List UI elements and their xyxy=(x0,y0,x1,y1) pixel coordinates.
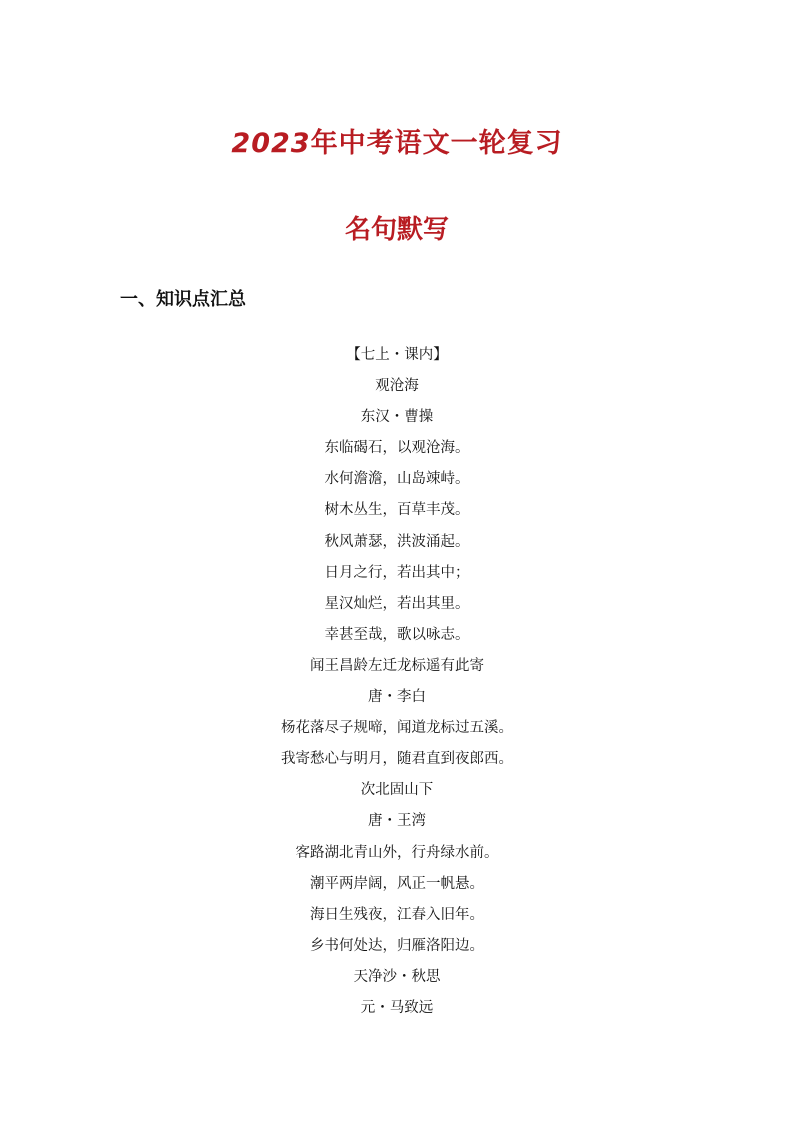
line-verse: 树木丛生，百草丰茂。 xyxy=(324,502,470,519)
line-verse: 客路湖北青山外，行舟绿水前。 xyxy=(295,844,499,861)
line-verse: 东临碣石，以观沧海。 xyxy=(324,440,470,457)
line-author: 元・马致远 xyxy=(360,999,434,1016)
title-text: 年中考语文一轮复习 xyxy=(310,128,563,159)
title-year: 2023 xyxy=(231,128,311,159)
section-heading: 一、知识点汇总 xyxy=(120,289,246,310)
document-title xyxy=(0,124,794,164)
line-author: 唐・王湾 xyxy=(368,813,426,830)
line-verse: 秋风萧瑟，洪波涌起。 xyxy=(324,533,470,550)
line-verse: 我寄愁心与明月，随君直到夜郎西。 xyxy=(281,751,513,768)
line-poem-title: 天净沙・秋思 xyxy=(353,968,441,985)
line-poem-title: 次北固山下 xyxy=(360,782,434,799)
line-author: 唐・李白 xyxy=(368,689,426,706)
line-verse: 水何澹澹，山岛竦峙。 xyxy=(324,471,470,488)
line-verse: 潮平两岸阔，风正一帆悬。 xyxy=(310,875,484,892)
line-verse: 幸甚至哉，歌以咏志。 xyxy=(324,626,470,643)
line-verse: 乡书何处达，归雁洛阳边。 xyxy=(310,937,484,954)
line-poem-title: 闻王昌龄左迁龙标遥有此寄 xyxy=(310,657,484,674)
line-verse: 海日生残夜，江春入旧年。 xyxy=(310,906,484,923)
line-author: 东汉・曹操 xyxy=(360,409,434,426)
poem-lines xyxy=(0,340,794,1024)
document-subtitle: 名句默写 xyxy=(344,215,449,245)
line-verse: 杨花落尽子规啼，闻道龙标过五溪。 xyxy=(281,720,513,737)
line-category: 【七上・课内】 xyxy=(346,347,448,363)
line-verse: 日月之行，若出其中； xyxy=(324,564,470,581)
line-verse: 星汉灿烂，若出其里。 xyxy=(324,595,470,612)
line-poem-title: 观沧海 xyxy=(375,378,419,395)
